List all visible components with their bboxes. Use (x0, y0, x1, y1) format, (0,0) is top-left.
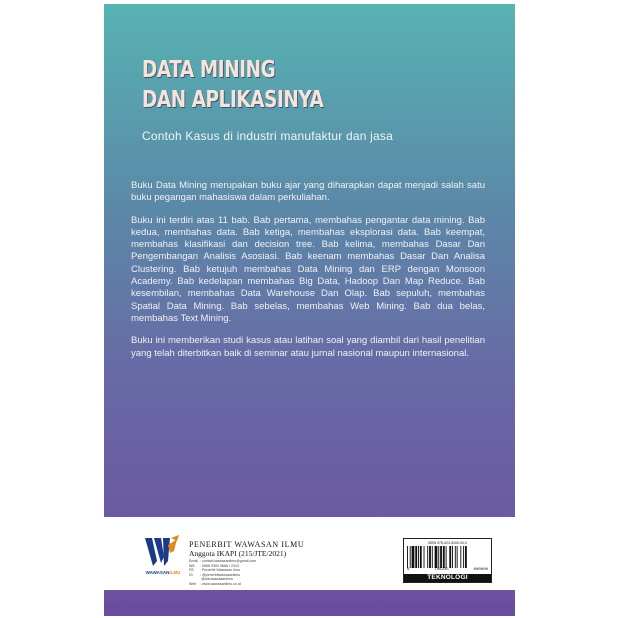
barcode-bar (418, 546, 419, 568)
category-label: TEKNOLOGI (404, 574, 491, 582)
synopsis (131, 180, 485, 370)
barcode-bar (438, 546, 439, 568)
book-title (142, 55, 323, 115)
book-back-cover (104, 4, 515, 616)
barcode-digits (407, 568, 488, 572)
barcode-bar (424, 546, 425, 568)
barcode-bar (465, 546, 467, 568)
contact-label: IG (189, 572, 193, 577)
synopsis-paragraph-1: Buku Data Mining merupakan buku ajar yang diharapkan dapat menjadi salah satu buku pegangan mahasiswa dalam perkuliahan. (131, 180, 485, 204)
barcode-bar (446, 546, 447, 568)
contact-value: : Penerbit Wawasan Ilmu (200, 568, 240, 573)
publisher-contacts (189, 559, 256, 587)
barcode-bar (449, 546, 451, 568)
barcode-bar (452, 546, 453, 568)
contact-value: @tokowawasanilmu (200, 577, 234, 582)
contact-value: : @penerbitwawasanilmu (200, 572, 241, 577)
contact-value: : 0858 9300 9666 / 2310 (200, 563, 239, 568)
barcode-digits-left: 786235 (434, 568, 449, 572)
publisher-logo (140, 535, 184, 581)
barcode-bar (440, 546, 442, 568)
logo-word-main: WAWASAN (145, 570, 170, 575)
isbn-number: ISBN 978-623-5000-00-0 (427, 541, 468, 545)
contact-row-web (189, 582, 256, 587)
logo-word-accent: ILMU (169, 570, 181, 575)
w-logo-icon (144, 535, 180, 569)
barcode-digit-prefix: 9 (407, 568, 410, 572)
barcode-bar (432, 546, 433, 568)
barcode-bars (407, 546, 488, 568)
barcode-bar (443, 546, 445, 568)
barcode-bar (407, 546, 408, 568)
barcode-bar (460, 546, 461, 568)
barcode-bar (435, 546, 438, 568)
synopsis-paragraph-2: Buku ini terdiri atas 11 bab. Bab pertama, membahas pengantar data mining. Bab kedua, membahas data. Bab ketiga, membahas eksplorasi data. Bab keempat, membahas klasifikasi dan decision tree. Bab kelima, membahas Dasar Dan Pengembangan Analisis Asosiasi. Bab keenam membahas Dasar Dan Analisa Clustering. Bab ketujuh membahas Data Mining dan ERP dengan Monsoon Academy. Bab kedelapan membahas Big Data, Hadoop Dan Map Reduce. Bab kesembilan, membahas Data Warehouse Dan Olap. Bab sepuluh, membahas Spatial Data Mining. Bab sebelas, membahas Web Mining. Bab dua belas, membahas Text Mining. (131, 214, 485, 324)
title-line-2: DAN APLIKASINYA (142, 87, 324, 113)
barcode-bar (415, 546, 417, 568)
contact-label: Web (189, 581, 197, 586)
isbn-barcode (403, 538, 492, 583)
publisher-membership: Anggota IKAPI (215/JTE/2021) (189, 549, 287, 558)
contact-label: Email (189, 559, 198, 563)
barcode-bar (463, 546, 464, 568)
barcode-bar (457, 546, 458, 568)
barcode-bar (427, 546, 428, 568)
contact-value: : www.wawasanilmu.co.id (200, 581, 241, 586)
contact-label: WA (189, 563, 195, 568)
barcode-bar (455, 546, 456, 568)
barcode-digits-right: 000000 (473, 568, 488, 572)
publisher-footer (104, 517, 515, 590)
contact-value: : contact.wawasanilmu@gmail.com (200, 559, 257, 563)
title-line-1: DATA MINING (142, 57, 276, 83)
logo-wordmark (140, 570, 186, 575)
barcode-bar (412, 546, 415, 568)
bottom-color-band (104, 601, 515, 616)
barcode-bar (429, 546, 431, 568)
barcode-bar (410, 546, 411, 568)
synopsis-paragraph-3: Buku ini memberikan studi kasus atau latihan soal yang diambil dari hasil penelitian yang telah diterbitkan baik di seminar atau jurnal nasional maupun internasional. (131, 335, 485, 359)
publisher-name: PENERBIT WAWASAN ILMU (189, 540, 305, 549)
book-subtitle: Contoh Kasus di industri manufaktur dan jasa (142, 129, 393, 143)
barcode-bar (420, 546, 422, 568)
contact-label: FB (189, 568, 194, 573)
